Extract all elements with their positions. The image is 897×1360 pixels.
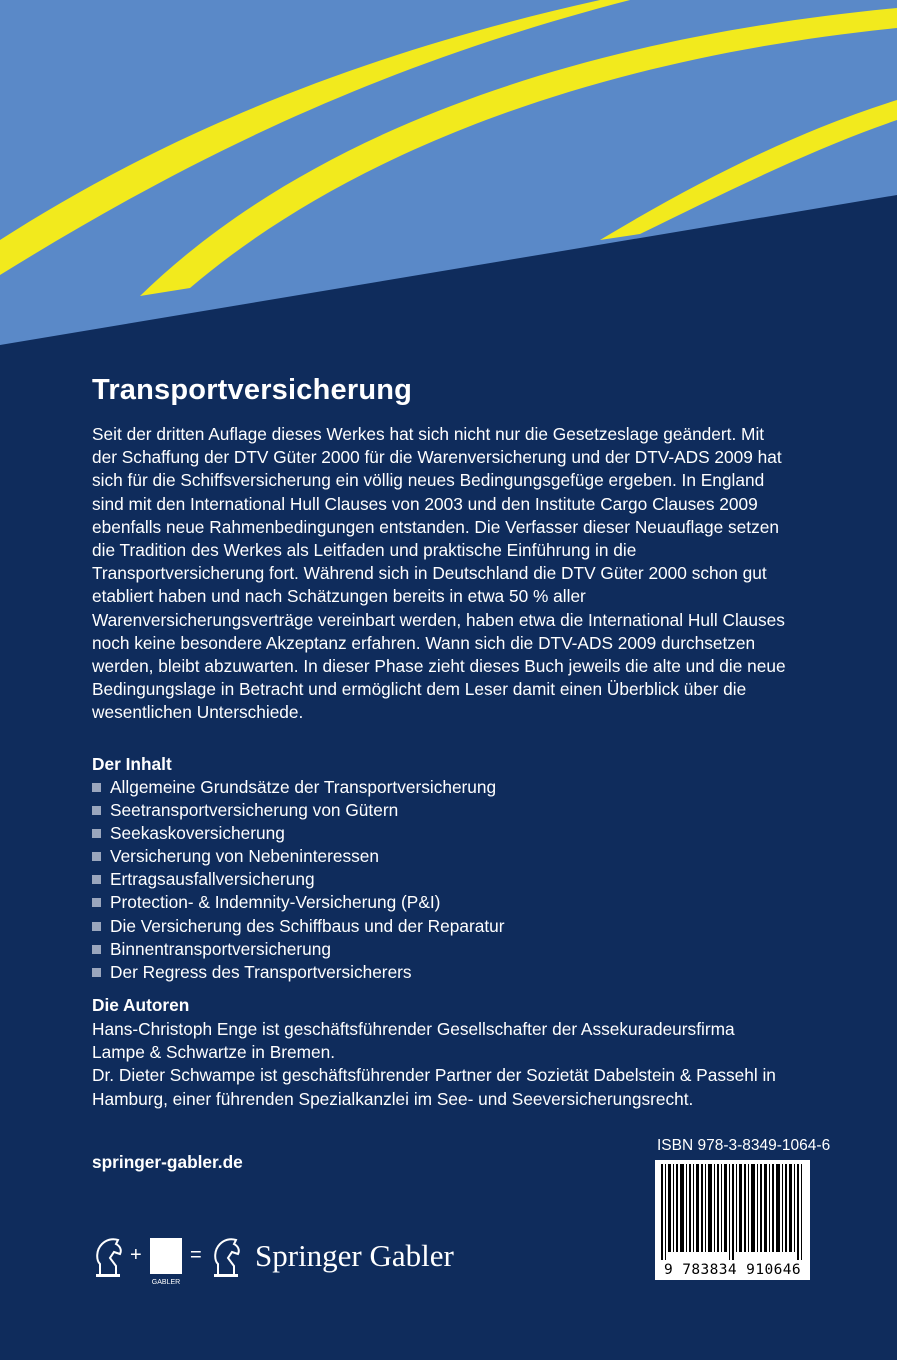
list-item bbox=[92, 799, 505, 822]
list-item bbox=[92, 776, 505, 799]
list-item-label: Versicherung von Nebeninteressen bbox=[110, 846, 379, 867]
square-bullet-icon bbox=[92, 922, 101, 931]
equals-sign: = bbox=[190, 1244, 202, 1266]
authors-text bbox=[92, 1018, 792, 1111]
barcode bbox=[655, 1160, 810, 1280]
book-description: Seit der dritten Auflage dieses Werkes hat sich nicht nur die Gesetzeslage geändert. Mit der Schaffung der DTV Güter 2000 für die Warenversicherung und der DTV-ADS 2009 hat sich für die Schiffsversicherung ein völlig neues Bedingungsgefüge ergeben. In England sind mit den International Hull Clauses von 2003 und den Institute Cargo Clauses 2009 ebenfalls neue Rahmenbedingungen entstanden. Die Verfasser dieser Neuauflage setzen die Tradition des Werkes als Leitfaden und praktische Einführung in die Transportversicherung fort. Während sich in Deutschland die DTV Güter 2000 schon gut etabliert haben und nach Schätzungen bereits in etwa 50 % aller Warenversicherungsverträge vereinbart werden, haben etwa die International Hull Clauses noch keine besondere Akzeptanz erfahren. Wann sich die DTV-ADS 2009 durchsetzen werden, bleibt abzuwarten. In dieser Phase zieht dieses Buch jeweils die alte und die neue Bedingungslage in Betracht und ermöglicht dem Leser damit einen Überblick über die wesentlichen Unterschiede. bbox=[92, 424, 786, 723]
plus-sign: + bbox=[130, 1244, 142, 1266]
list-item-label: Allgemeine Grundsätze der Transportversicherung bbox=[110, 777, 497, 797]
author-bio-schwampe: Dr. Dieter Schwampe ist geschäftsführender Partner der Sozietät Dabelstein & Passehl in Hamburg, einer führenden Spezialkanzlei im See- und Seeversicherungsrecht. bbox=[92, 1065, 776, 1109]
list-item bbox=[92, 868, 505, 891]
contents-heading: Der Inhalt bbox=[92, 754, 172, 774]
list-item-label: Der Regress des Transportversicherers bbox=[110, 961, 412, 982]
list-item-label: Binnentransportversicherung bbox=[110, 938, 331, 959]
publisher-url[interactable]: springer-gabler.de bbox=[92, 1152, 243, 1172]
list-item bbox=[92, 891, 505, 914]
square-bullet-icon bbox=[92, 945, 101, 954]
square-bullet-icon bbox=[92, 898, 101, 907]
author-bio-enge: Hans-Christoph Enge ist geschäftsführender Gesellschafter der Assekuradeursfirma Lampe & Schwartze in Bremen. bbox=[92, 1019, 735, 1063]
square-bullet-icon bbox=[92, 829, 101, 838]
list-item-label: Ertragsausfallversicherung bbox=[110, 869, 315, 890]
list-item-label: Protection- & Indemnity-Versicherung (P&I) bbox=[110, 892, 441, 913]
publisher-name: Springer Gabler bbox=[255, 1238, 454, 1273]
list-item bbox=[92, 822, 505, 845]
list-item-label: Die Versicherung des Schiffbaus und der Reparatur bbox=[110, 915, 505, 936]
list-item bbox=[92, 845, 505, 868]
book-title: Transportversicherung bbox=[92, 374, 413, 406]
list-item-label: Seetransportversicherung von Gütern bbox=[110, 800, 399, 821]
contents-list bbox=[92, 776, 505, 984]
isbn-text: ISBN 978-3-8349-1064-6 bbox=[657, 1137, 831, 1154]
list-item-label: Seekaskoversicherung bbox=[110, 823, 285, 844]
springer-horse-icon bbox=[210, 1236, 244, 1278]
square-bullet-icon bbox=[92, 852, 101, 861]
barcode-digits: 9 783834 910646 bbox=[664, 1262, 801, 1278]
authors-heading: Die Autoren bbox=[92, 995, 190, 1015]
barcode-bars-icon bbox=[655, 1162, 810, 1262]
gabler-logo-text: GABLER bbox=[151, 1279, 181, 1286]
gabler-logo bbox=[150, 1238, 182, 1286]
square-bullet-icon bbox=[92, 968, 101, 977]
list-item bbox=[92, 915, 505, 938]
square-bullet-icon bbox=[92, 783, 101, 792]
list-item bbox=[92, 938, 505, 961]
springer-horse-icon bbox=[92, 1236, 126, 1278]
square-bullet-icon bbox=[92, 806, 101, 815]
square-bullet-icon bbox=[92, 875, 101, 884]
list-item bbox=[92, 961, 505, 984]
